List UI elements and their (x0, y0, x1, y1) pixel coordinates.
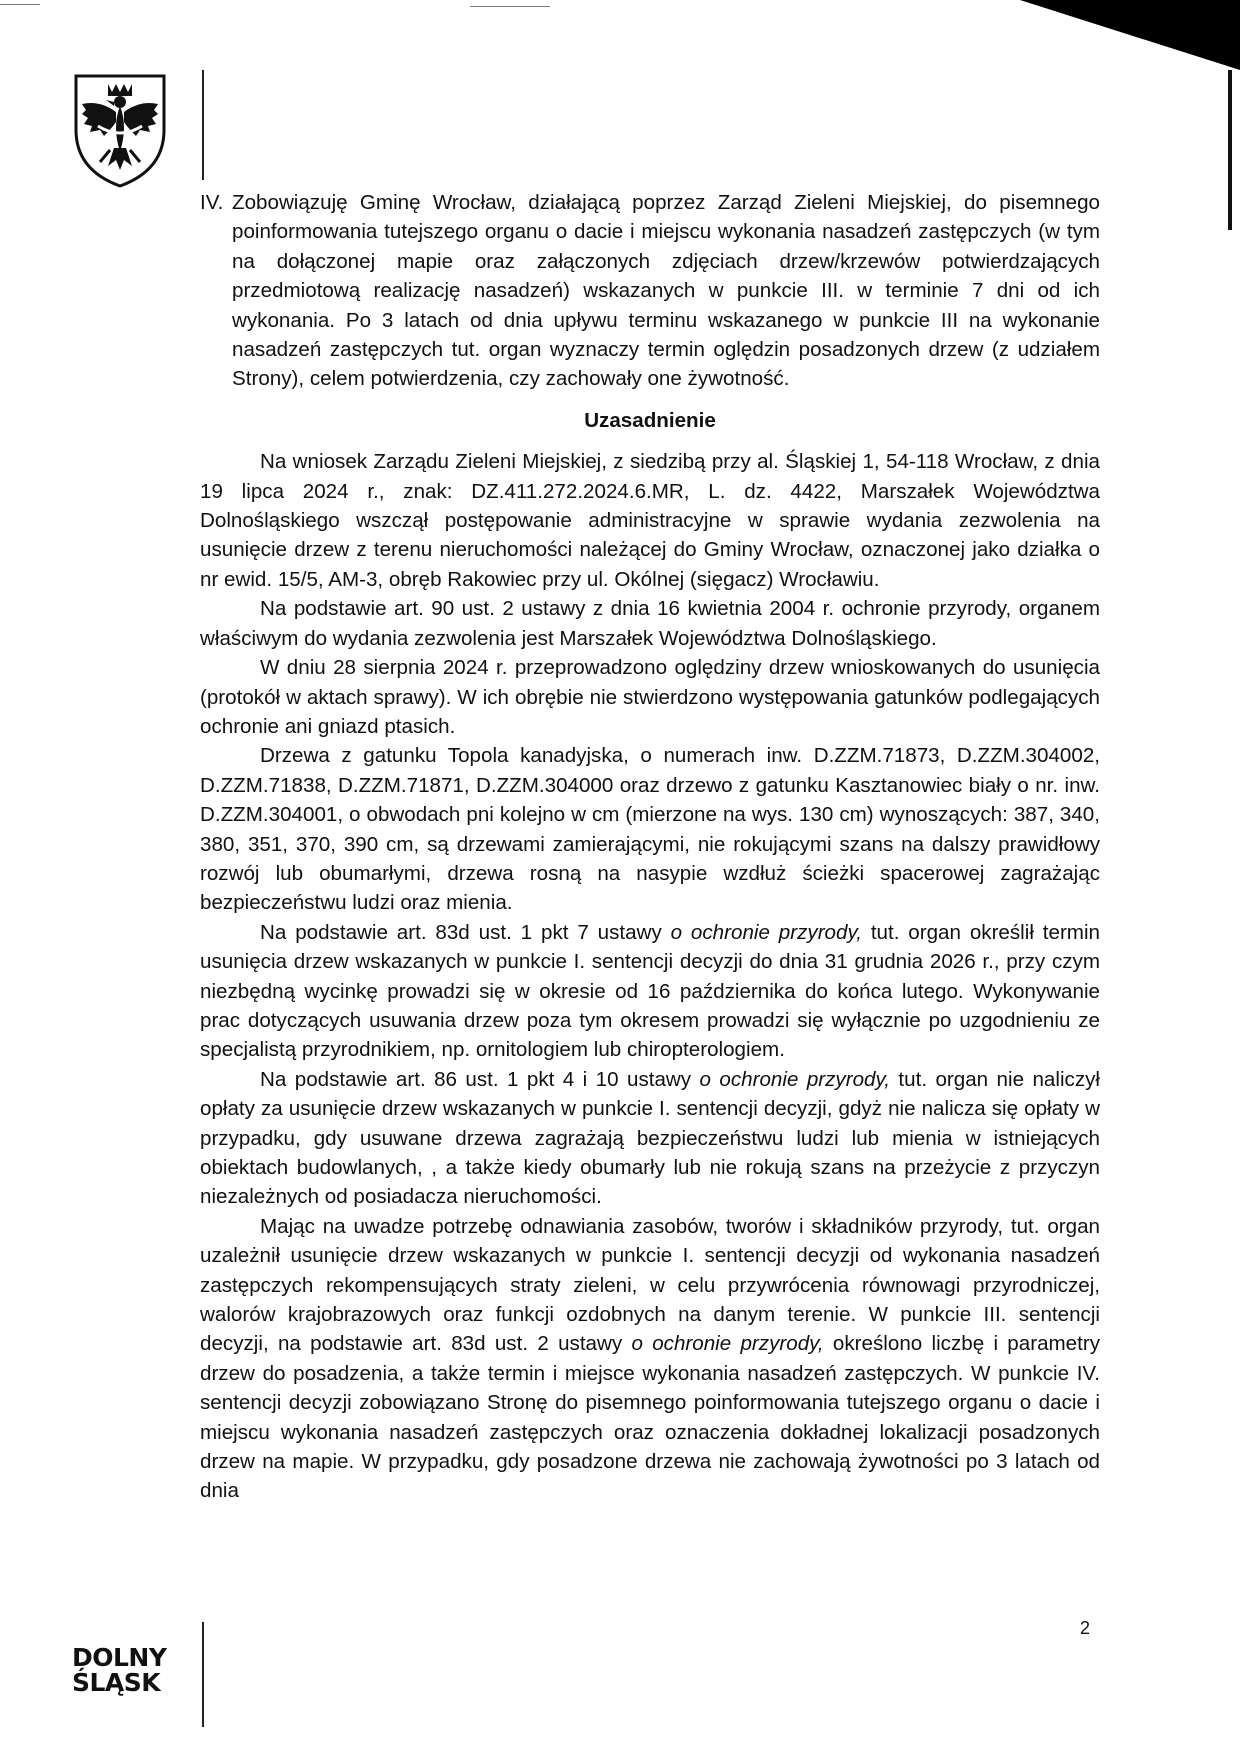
paragraph-text: Na podstawie art. 86 ust. 1 pkt 4 i 10 ustawy (260, 1067, 700, 1091)
page-number: 2 (1080, 1618, 1091, 1638)
document-body (200, 188, 1100, 1506)
paragraph (200, 918, 1100, 1065)
scan-artifact-line (0, 4, 40, 5)
scan-artifact-line (470, 6, 550, 7)
paragraph: W dniu 28 sierpnia 2024 r. przeprowadzono oględziny drzew wnioskowanych do usunięcia (protokół w aktach sprawy). W ich obrębie nie stwierdzono występowania gatunków podlegających ochronie ani gniazd ptasich. (200, 656, 1100, 738)
item-text: Zobowiązuję Gminę Wrocław, działającą poprzez Zarząd Zieleni Miejskiej, do pisemnego poinformowania tutejszego organu o dacie i miejscu wykonania nasadzeń zastępczych (w tym na dołączonej mapie oraz załączonych zdjęciach drzew/krzewów potwierdzających przedmiotową realizację nasadzeń) wskazanych w punkcie III. w terminie 7 dni od ich wykonania. Po 3 latach od dnia upływu terminu wskazanego w punkcie III na wykonanie nasadzeń zastępczych tut. organ wyznaczy termin oględzin posadzonych drzew (z udziałem Strony), celem potwierdzenia, czy zachowały one żywotność. (232, 191, 1100, 391)
paragraph-text: Mając na uwadze potrzebę odnawiania zasobów, tworów i składników przyrody, tut. organ uzależnił usunięcie drzew wskazanych w punkcie I. sentencji decyzji od wykonania nasadzeń zastępczych rekompensujących straty zieleni, w celu przywrócenia równowagi przyrodniczej, walorów krajobrazowych oraz funkcji ozdobnych na danym terenie. W punkcie III. sentencji decyzji, na podstawie art. 83d ust. 2 ustawy (200, 1214, 1100, 1356)
section-heading: Uzasadnienie (584, 408, 716, 432)
paragraph-text: określono liczbę i parametry drzew do posadzenia, a także termin i miejsce wykonania nasadzeń zastępczych. W punkcie IV. sentencji decyzji zobowiązano Stronę do pisemnego poinformowania tutejszego organu o dacie i miejscu wykonania nasadzeń zastępczych oraz oznaczenia dokładnej lokalizacji posadzonych drzew na mapie. W przypadku, gdy posadzone drzewa nie zachowają żywotności po 3 latach od dnia (200, 1332, 1101, 1503)
item-number: IV. (200, 191, 224, 214)
footer-divider (202, 1622, 204, 1727)
paragraph (200, 1212, 1100, 1506)
law-title: o ochronie przyrody, (699, 1067, 890, 1091)
silesian-eagle-crest-icon (70, 70, 170, 190)
law-title: o ochronie przyrody, (631, 1332, 824, 1356)
paragraph: Na wniosek Zarządu Zieleni Miejskiej, z siedzibą przy al. Śląskiej 1, 54-118 Wrocław, z dnia 19 lipca 2024 r., znak: DZ.411.272.2024.6.MR, L. dz. 4422, Marszałek Województwa Dolnośląskiego wszczął postępowanie administracyjne w sprawie wydania zezwolenia na usunięcie drzew z terenu nieruchomości należącej do Gminy Wrocław, oznaczonej jako działka o nr ewid. 15/5, AM-3, obręb Rakowiec przy ul. Okólnej (sięgacz) Wrocławiu. (200, 450, 1100, 591)
sentence-item-iv (200, 188, 1100, 394)
paragraph-text: Na podstawie art. 83d ust. 1 pkt 7 ustawy (260, 920, 671, 944)
logo-line: ŚLĄSK (72, 1668, 161, 1697)
logo-line: DOLNY (72, 1643, 167, 1672)
scan-shadow-corner (1020, 0, 1240, 70)
paragraph-text: tut. organ określił termin usunięcia drzew wskazanych w punkcie I. sentencji decyzji do dnia 31 grudnia 2026 r., przy czym niezbędną wycinkę prowadzi się w okresie od 16 października do końca lutego. Wykonywanie prac dotyczących usuwania drzew poza tym okresem prowadzi się wyłącznie po uzgodnieniu ze specjalistą przyrodnikiem, np. ornitologiem lub chiropterologiem. (200, 920, 1100, 1062)
paragraph-text: tut. organ nie naliczył opłaty za usunięcie drzew wskazanych w punkcie I. sentencji decyzji, gdyż nie nalicza się opłaty w przypadku, gdy usuwane drzewa zagrażają bezpieczeństwu ludzi lub mienia w istniejących obiektach budowlanych, , a także kiedy obumarły lub nie rokują szans na przeżycie z przyczyn niezależnych od posiadacza nieruchomości. (200, 1067, 1100, 1209)
dolny-slask-logo (72, 1645, 166, 1695)
scan-shadow-edge (1228, 70, 1232, 230)
header-divider (202, 70, 204, 180)
paragraph: Na podstawie art. 90 ust. 2 ustawy z dnia 16 kwietnia 2004 r. ochronie przyrody, organem właściwym do wydania zezwolenia jest Marszałek Województwa Dolnośląskiego. (200, 597, 1100, 650)
paragraph (200, 1065, 1100, 1212)
law-title: o ochronie przyrody, (670, 920, 862, 944)
paragraph: Drzewa z gatunku Topola kanadyjska, o numerach inw. D.ZZM.71873, D.ZZM.304002, D.ZZM.71838, D.ZZM.71871, D.ZZM.304000 oraz drzewo z gatunku Kasztanowiec biały o nr. inw. D.ZZM.304001, o obwodach pni kolejno w cm (mierzone na wys. 130 cm) wynoszących: 387, 340, 380, 351, 370, 390 cm, są drzewami zamierającymi, nie rokującymi szans na dalszy prawidłowy rozwój lub obumarłymi, drzewa rosną na nasypie wzdłuż ścieżki spacerowej zagrażając bezpieczeństwu ludzi oraz mienia. (200, 744, 1100, 915)
